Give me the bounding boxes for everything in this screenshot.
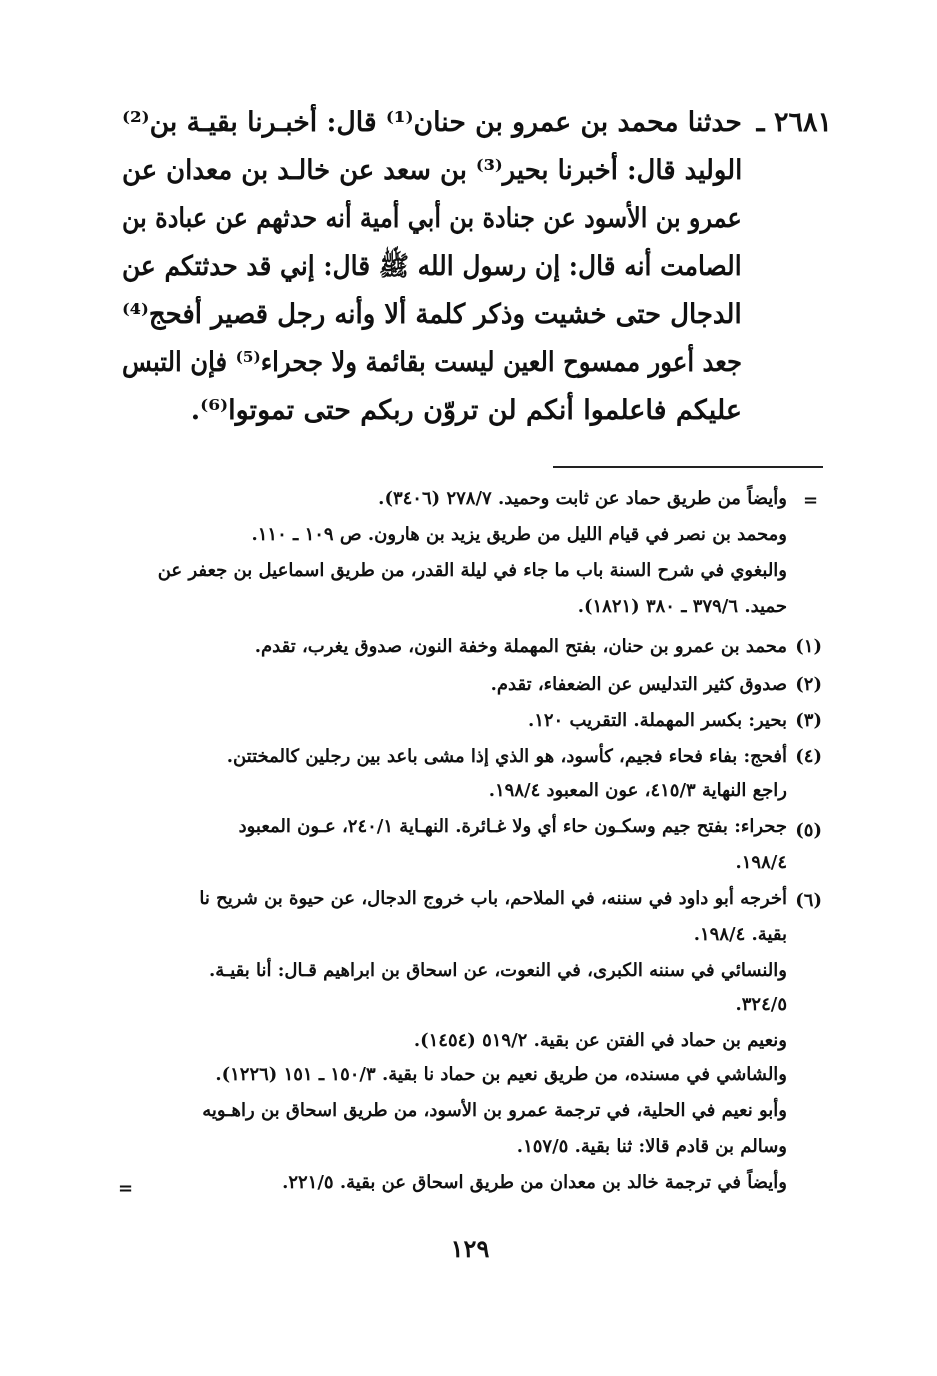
continuation-mark: =: [803, 490, 819, 511]
hadith-line: الصامت أنه قال: إن رسول الله ﷺ قال: إني قد حدثتكم عن: [122, 251, 742, 282]
footnote-cont-line: حميد. ٣٧٩/٦ ـ ٣٨٠ (١٨٢١).: [577, 596, 787, 617]
footnote-text: وسالم بن قادم قالا: ثنا بقية. ١٥٧/٥.: [516, 1136, 787, 1157]
footnote-text: أفحج: بفاء فحاء فجيم، كأسود، هو الذي إذا مشى باعد بين رجلين كالمختتن.: [226, 746, 787, 767]
footnote-number: (١): [795, 636, 822, 657]
footnote-separator: [553, 466, 823, 468]
continuation-mark-end: =: [118, 1178, 134, 1199]
footnote-text: بحير: بكسر المهملة. التقريب ١٢٠.: [527, 710, 787, 731]
footnote-cont-line: ومحمد بن نصر في قيام الليل من طريق يزيد بن هارون. ص ١٠٩ ـ ١١٠.: [251, 524, 787, 545]
footnote-text: وأبو نعيم في الحلية، في ترجمة عمرو بن الأسود، من طريق اسحاق بن راهـويه: [202, 1100, 787, 1121]
footnote-number: (٢): [795, 674, 822, 695]
footnote-text: ٣٢٤/٥.: [735, 994, 787, 1015]
footnote-cont-line: والبغوي في شرح السنة باب ما جاء في ليلة القدر، من طريق اسماعيل بن جعفر عن: [157, 560, 787, 581]
footnote-text: جحراء: بفتح جيم وسكـون حاء أي ولا غـائرة. النهـاية ٢٤٠/١، عـون المعبود: [238, 816, 787, 837]
hadith-number: ٢٦٨١ ـ: [756, 107, 832, 138]
footnote-text: راجع النهاية ٤١٥/٣، عون المعبود ١٩٨/٤.: [488, 780, 787, 801]
hadith-line: الوليد قال: أخبرنا بحير⁽³⁾ بن سعد عن خالـد بن معدان عن: [121, 155, 742, 186]
hadith-line: الدجال حتى خشيت وذكر كلمة ألا وأنه رجل قصير أفحج⁽⁴⁾: [122, 299, 743, 330]
footnote-text: بقية. ١٩٨/٤.: [693, 924, 787, 945]
footnote-text: والنسائي في سننه الكبرى، في النعوت، عن اسحاق بن ابراهيم قـال: أنا بقيـة.: [209, 960, 787, 981]
footnote-text: والشاشي في مسنده، من طريق نعيم بن حماد نا بقية. ١٥٠/٣ ـ ١٥١ (١٢٢٦).: [215, 1064, 787, 1085]
hadith-line: حدثنا محمد بن عمرو بن حنان⁽¹⁾ قال: أخبـرنا بقيـة بن⁽²⁾: [122, 107, 742, 138]
footnote-text: ونعيم بن حماد في الفتن عن بقية. ٥١٩/٢ (١٤٥٤).: [413, 1030, 787, 1051]
footnote-cont-line: وأيضاً من طريق حماد عن ثابت وحميد. ٢٧٨/٧ (٣٤٠٦).: [378, 488, 787, 509]
footnote-number: (٦): [795, 890, 822, 911]
footnote-text: صدوق كثير التدليس عن الضعفاء، تقدم.: [490, 674, 787, 695]
footnote-text: أخرجه أبو داود في سننه، في الملاحم، باب خروج الدجال، عن حيوة بن شريح نا: [199, 888, 787, 909]
footnote-number: (٤): [795, 746, 822, 767]
hadith-line: عليكم فاعلموا أنكم لن تروّن ربكم حتى تموتوا⁽⁶⁾.: [190, 395, 742, 426]
footnote-text: محمد بن عمرو بن حنان، بفتح المهملة وخفة النون، صدوق يغرب، تقدم.: [254, 636, 787, 657]
footnote-text: ١٩٨/٤.: [735, 852, 787, 873]
footnote-text: وأيضاً في ترجمة خالد بن معدان من طريق اسحاق عن بقية. ٢٢١/٥.: [282, 1172, 787, 1193]
footnote-number: (٣): [795, 710, 822, 731]
footnote-number: (٥): [795, 820, 822, 841]
hadith-line: جعد أعور ممسوح العين ليست بقائمة ولا جحراء⁽⁵⁾ فإن التبس: [121, 347, 743, 378]
page-number: ١٢٩: [450, 1234, 490, 1263]
hadith-line: عمرو بن الأسود عن جنادة بن أبي أمية أنه حدثهم عن عبادة بن: [122, 203, 742, 234]
